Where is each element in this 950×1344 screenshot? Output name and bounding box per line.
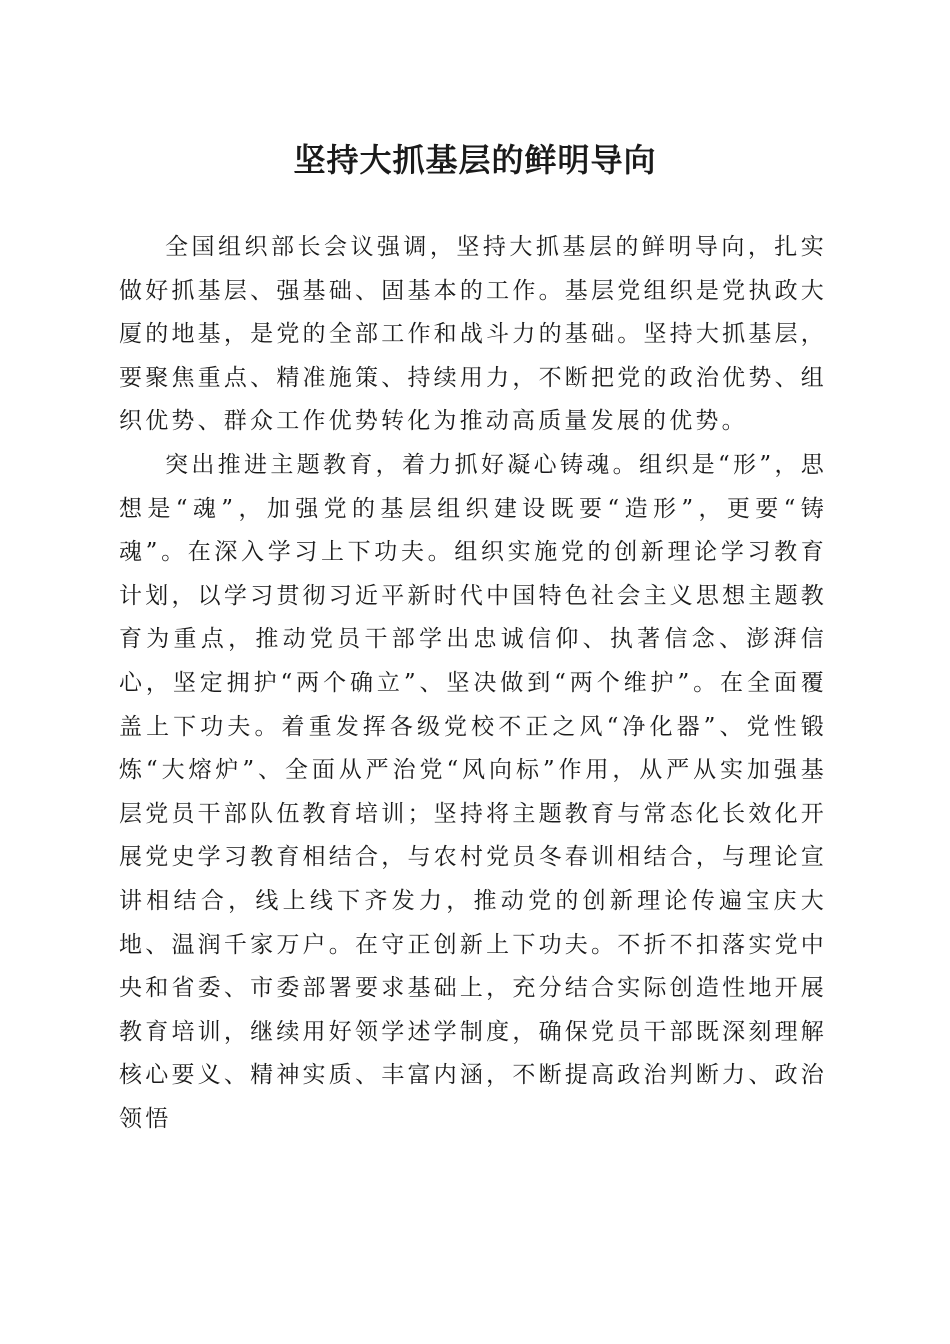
paragraph-theme-education: 突出推进主题教育，着力抓好凝心铸魂。组织是“形”，思想是“魂”，加强党的基层组织建设既要“造形”，更要“铸魂”。在深入学习上下功夫。组织实施党的创新理论学习教育计划，以学习贯彻习近平新时代中国特色社会主义思想主题教育为重点，推动党员干部学出忠诚信仰、执著信念、澎湃信心，坚定拥护“两个确立”、坚决做到“两个维护”。在全面覆盖上下功夫。着重发挥各级党校不正之风“净化器”、党性锻炼“大熔炉”、全面从严治党“风向标”作用，从严从实加强基层党员干部队伍教育培训；坚持将主题教育与常态化长效化开展党史学习教育相结合，与农村党员冬春训相结合，与理论宣讲相结合，线上线下齐发力，推动党的创新理论传遍宝庆大地、温润千家万户。在守正创新上下功夫。不折不扣落实党中央和省委、市委部署要求基础上，充分结合实际创造性地开展教育培训，继续用好领学述学制度，确保党员干部既深刻理解核心要义、精神实质、丰富内涵，不断提高政治判断力、政治领悟 [119, 451, 827, 1132]
document-title: 坚持大抓基层的鲜明导向 [293, 141, 657, 179]
paragraph-intro: 全国组织部长会议强调，坚持大抓基层的鲜明导向，扎实做好抓基层、强基础、固基本的工作。基层党组织是党执政大厦的地基，是党的全部工作和战斗力的基础。坚持大抓基层，要聚焦重点、精准施策、持续用力，不断把党的政治优势、组织优势、群众工作优势转化为推动高质量发展的优势。 [119, 234, 827, 435]
document-body [119, 226, 827, 1141]
